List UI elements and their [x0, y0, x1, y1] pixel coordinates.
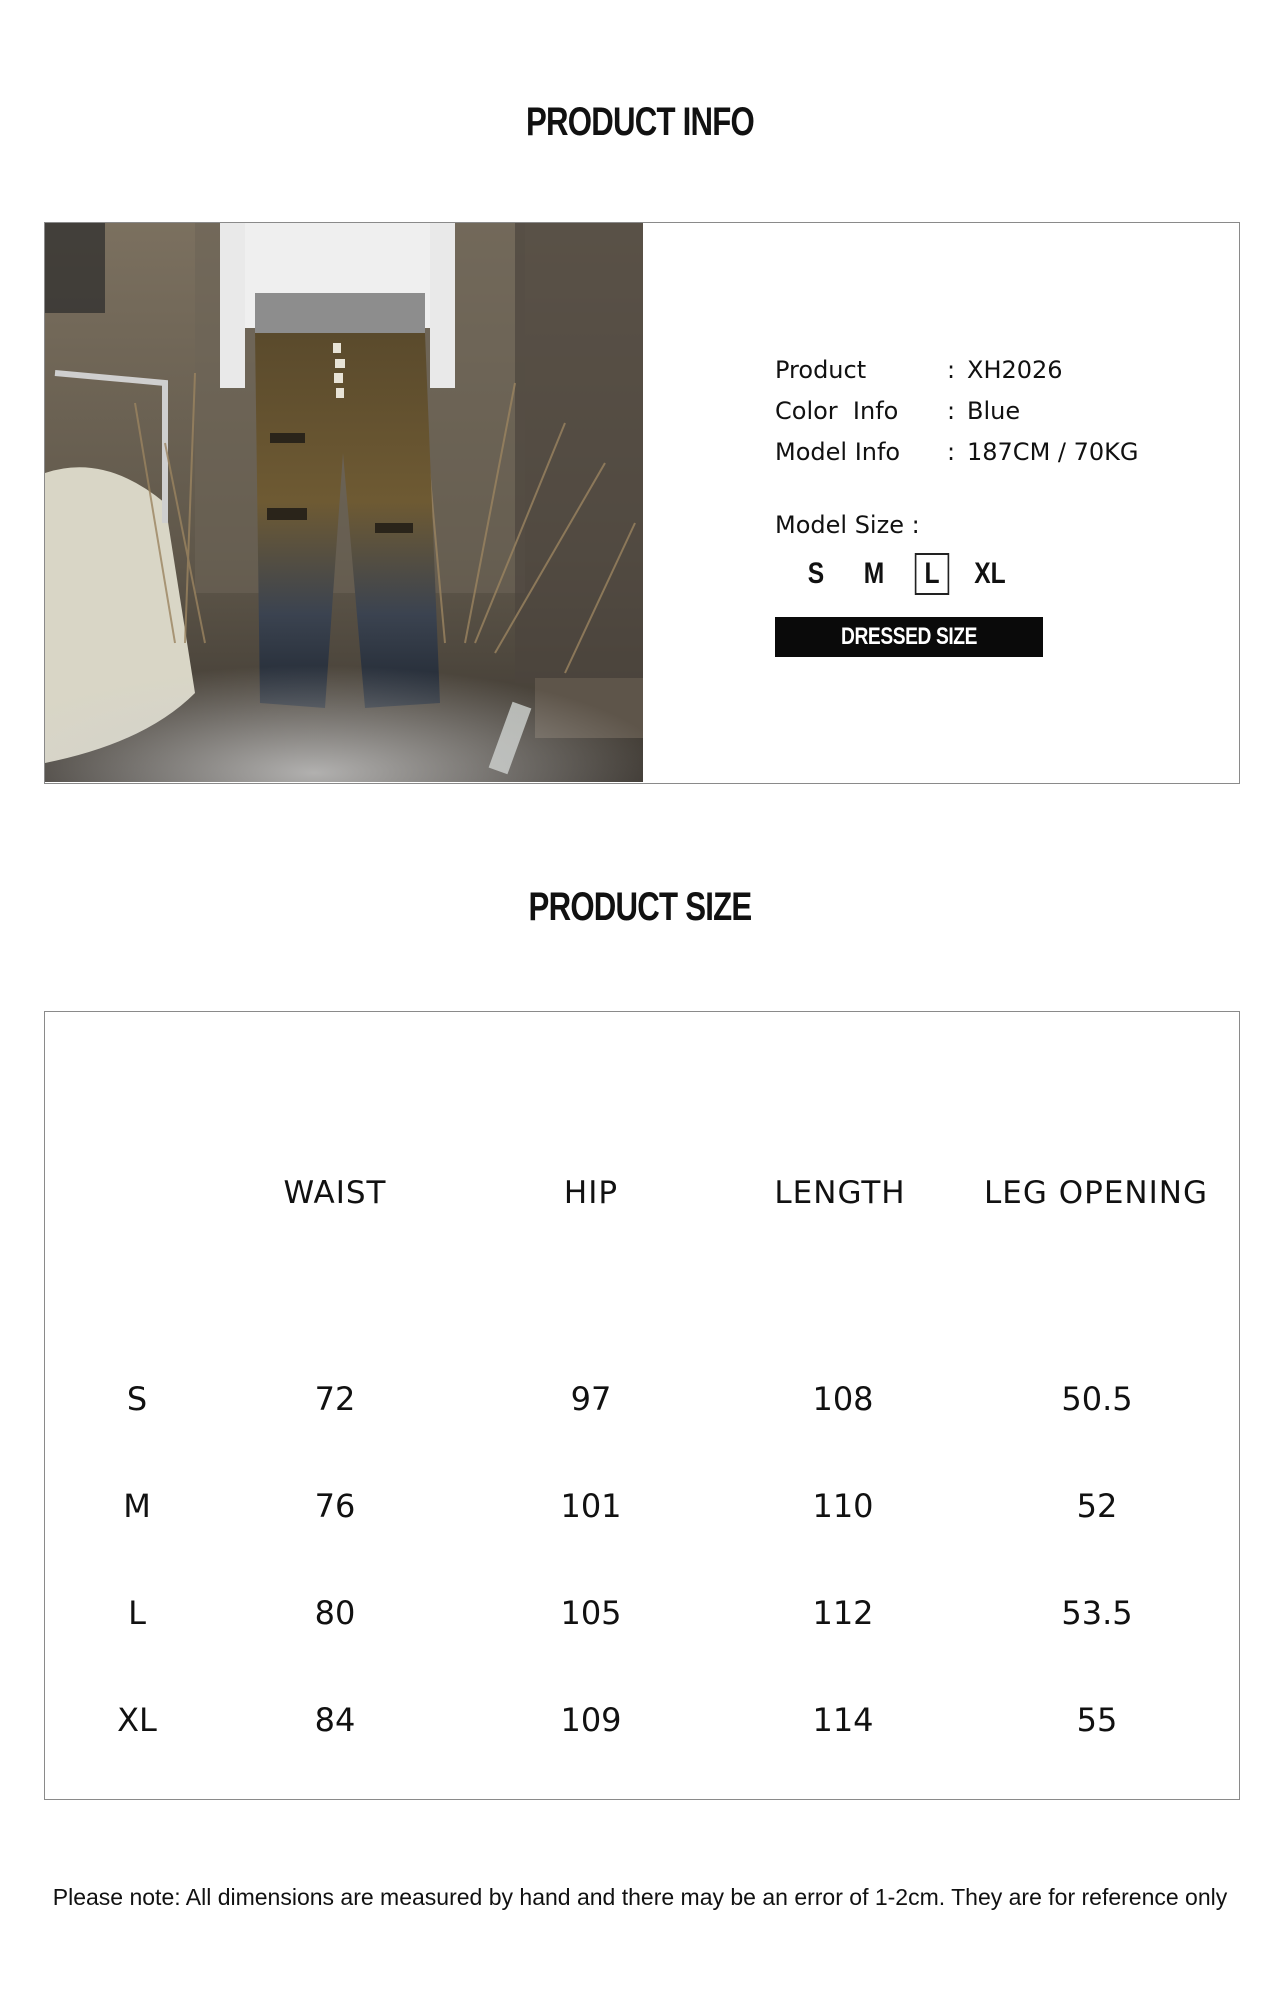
cell-xl-leg-opening: 55: [1076, 1701, 1118, 1739]
model-size-options: [787, 553, 1215, 595]
size-option-s: S: [807, 557, 825, 590]
cell-s-hip: 97: [570, 1380, 612, 1418]
column-header-waist: WAIST: [283, 1175, 387, 1211]
model-photo-illustration: [45, 223, 643, 782]
product-row: [775, 349, 1215, 390]
cell-l-length: 112: [812, 1594, 874, 1632]
color-info-separator: :: [947, 396, 956, 425]
dressed-size-label: DRESSED SIZE: [840, 623, 978, 650]
cell-m-leg-opening: 52: [1076, 1487, 1118, 1525]
cell-s-leg-opening: 50.5: [1061, 1380, 1133, 1418]
row-size-m: M: [123, 1487, 151, 1525]
size-option-m: M: [863, 557, 885, 590]
measurement-note: Please note: All dimensions are measured by hand and there may be an error of 1-2cm. They are for reference only: [52, 1884, 1228, 1910]
column-header-length: LENGTH: [774, 1175, 906, 1211]
cell-l-leg-opening: 53.5: [1061, 1594, 1133, 1632]
model-info-separator: :: [947, 437, 956, 466]
cell-xl-length: 114: [812, 1701, 874, 1739]
color-info-row: [775, 390, 1215, 431]
model-photo: [45, 223, 643, 782]
model-info-label: Model Info: [775, 437, 901, 466]
cell-l-hip: 105: [560, 1594, 622, 1632]
cell-xl-hip: 109: [560, 1701, 622, 1739]
cell-s-length: 108: [812, 1380, 874, 1418]
cell-xl-waist: 84: [314, 1701, 356, 1739]
color-info-value: Blue: [967, 396, 1021, 425]
model-info-value: 187CM / 70KG: [967, 437, 1139, 466]
cell-m-length: 110: [812, 1487, 874, 1525]
size-option-xl: XL: [974, 557, 1006, 590]
cell-s-waist: 72: [314, 1380, 356, 1418]
model-size-label: Model Size :: [775, 510, 920, 539]
product-info-panel: [44, 222, 1240, 784]
row-size-l: L: [128, 1594, 146, 1632]
cell-m-waist: 76: [314, 1487, 356, 1525]
column-header-leg-opening: LEG OPENING: [984, 1175, 1208, 1211]
model-info-row: [775, 431, 1215, 472]
product-size-heading: PRODUCT SIZE: [528, 885, 752, 929]
cell-l-waist: 80: [314, 1594, 356, 1632]
size-option-l-selected: L: [915, 553, 949, 595]
dressed-size-badge: [775, 617, 1043, 657]
row-size-xl: XL: [117, 1701, 157, 1739]
product-label: Product: [775, 355, 867, 384]
product-info-heading: PRODUCT INFO: [525, 100, 755, 144]
product-separator: :: [947, 355, 956, 384]
product-value: XH2026: [967, 355, 1063, 384]
column-header-hip: HIP: [563, 1175, 619, 1211]
row-size-s: S: [126, 1380, 148, 1418]
color-info-label: Color Info: [775, 396, 899, 425]
cell-m-hip: 101: [560, 1487, 622, 1525]
product-details: [775, 349, 1215, 657]
size-table: [44, 1011, 1240, 1800]
